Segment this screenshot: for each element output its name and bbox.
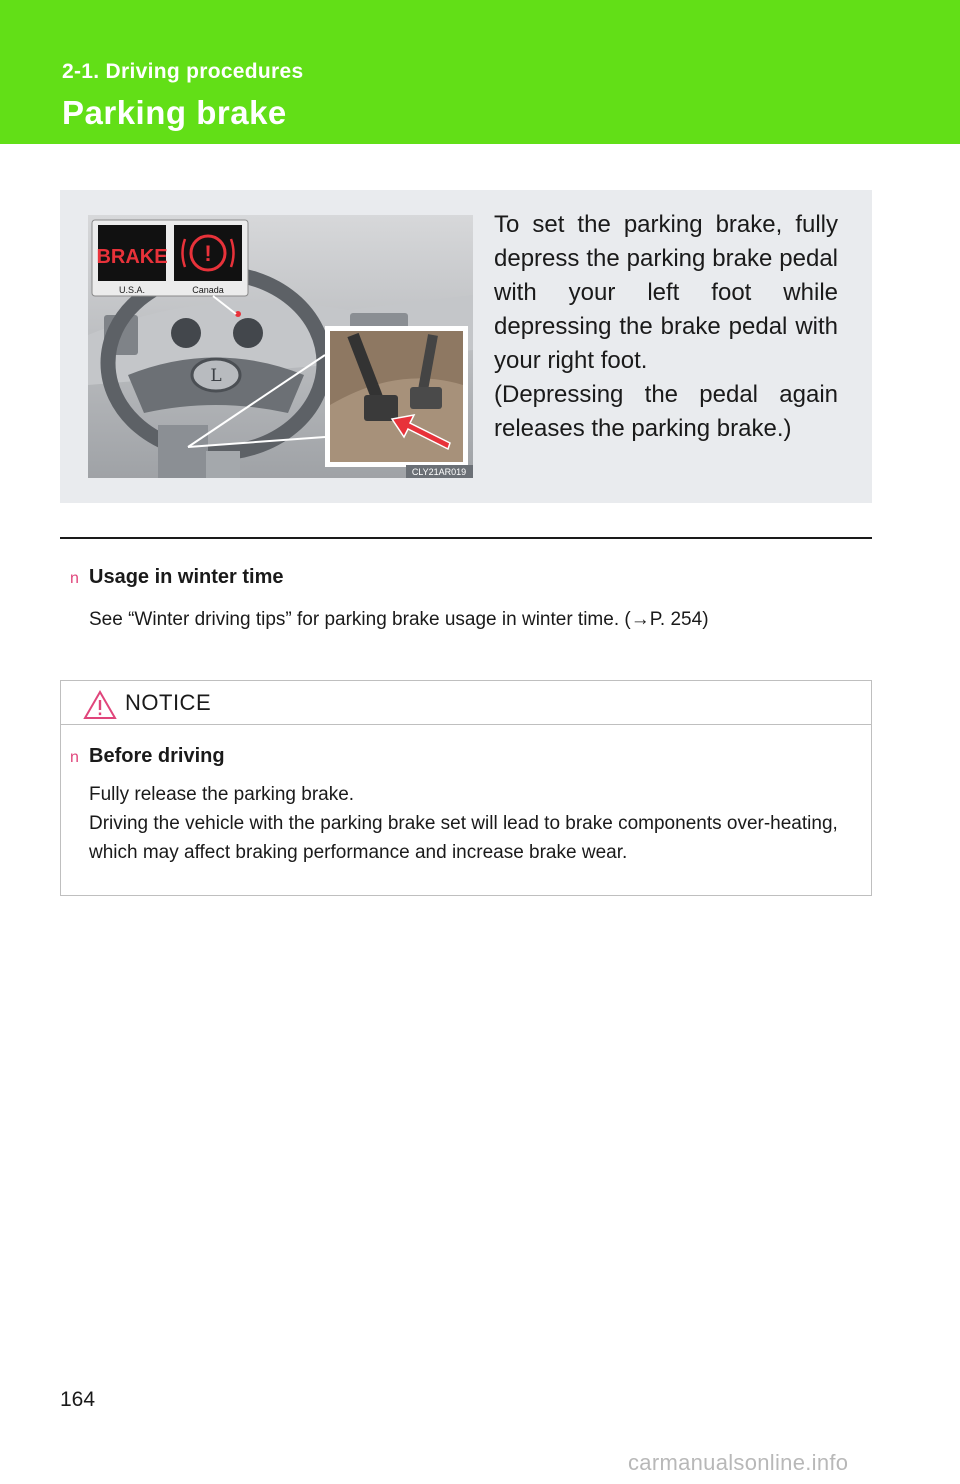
- winter-body: See “Winter driving tips” for parking brake usage in winter time. (→P. 254): [89, 609, 709, 630]
- notice-body-text: [89, 780, 871, 867]
- winter-usage-section: [70, 566, 870, 634]
- page-number: 164: [60, 1388, 96, 1411]
- section-label: 2-1. Driving procedures: [62, 60, 304, 83]
- section-divider: [60, 537, 872, 539]
- dashboard-illustration: [88, 215, 473, 478]
- canada-label: Canada: [192, 285, 224, 295]
- square-bullet-icon: n: [70, 570, 79, 587]
- notice-line: Fully release the parking brake.: [89, 784, 355, 805]
- notice-box: [60, 680, 872, 896]
- warning-triangle-icon: [83, 690, 117, 720]
- usa-indicator-text: BRAKE: [96, 246, 168, 268]
- page-title: Parking brake: [62, 94, 287, 131]
- tachometer-gauge: [233, 318, 263, 348]
- speedometer-gauge: [171, 318, 201, 348]
- notice-title: NOTICE: [125, 690, 212, 715]
- parking-brake-pedal: [364, 395, 398, 421]
- winter-heading: Usage in winter time: [89, 566, 284, 588]
- square-bullet-icon: n: [70, 749, 79, 766]
- svg-text:L: L: [210, 366, 222, 386]
- watermark: carmanualsonline.info: [628, 1450, 849, 1475]
- canada-indicator-text: !: [204, 241, 212, 266]
- instruction-set: To set the parking brake, fully depress the parking brake pedal with your left foot while depressing the brake pedal with your right foot.: [494, 211, 838, 374]
- parking-brake-instructions: [494, 208, 838, 446]
- usa-label: U.S.A.: [118, 285, 146, 295]
- notice-line: Driving the vehicle with the parking brake set will lead to brake components over-heating, which may affect braking performance and increase brake wear.: [89, 813, 838, 863]
- figure-panel: [60, 190, 872, 503]
- image-code: CLY21AR019: [411, 467, 467, 477]
- instruction-release: (Depressing the pedal again releases the parking brake.): [494, 381, 838, 442]
- notice-heading: Before driving: [89, 745, 225, 767]
- page-header: [0, 0, 960, 144]
- notice-header: [61, 681, 871, 725]
- brake-pedal: [410, 387, 442, 409]
